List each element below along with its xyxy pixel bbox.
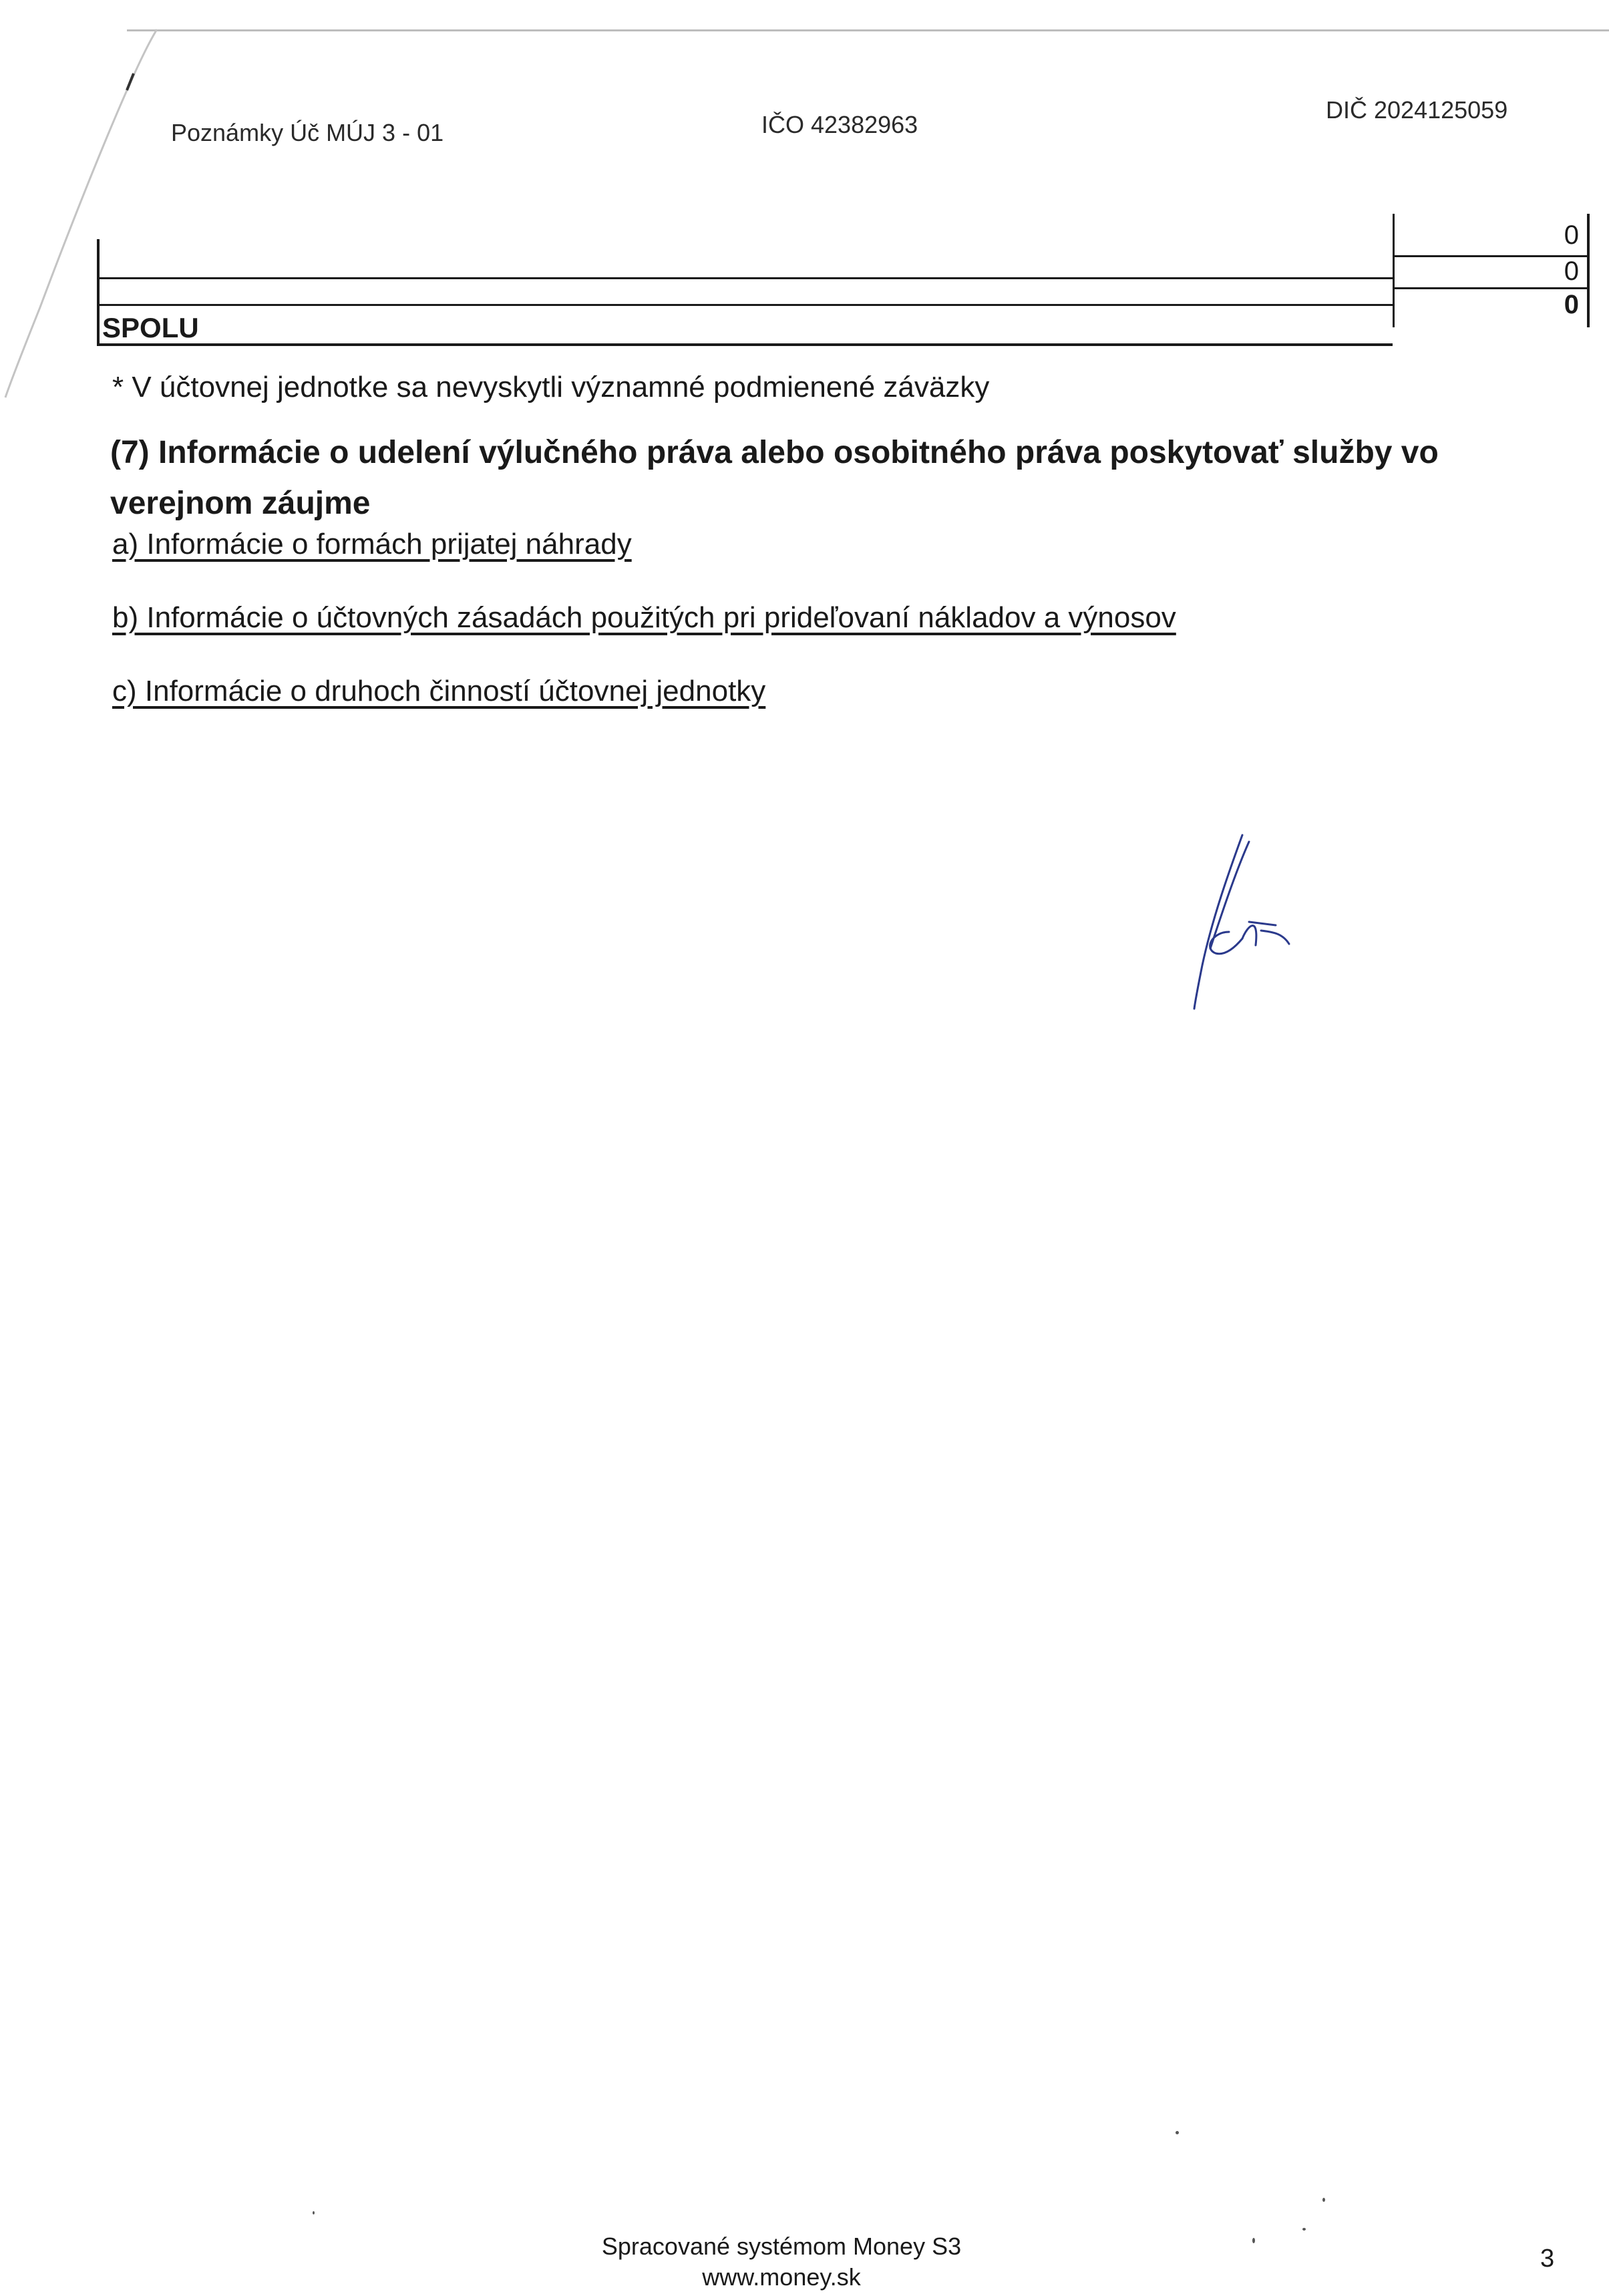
contingent-liabilities-note: * V účtovnej jednotke sa nevyskytli významné podmienené záväzky [112, 371, 990, 403]
scan-speck [1252, 2238, 1255, 2243]
section-item-b: b) Informácie o účtovných zásadách použitých pri prideľovaní nákladov a výnosov [112, 601, 1176, 634]
section-item-a: a) Informácie o formách prijatej náhrady [112, 528, 632, 560]
scan-speck [313, 2211, 315, 2215]
dic-number: DIČ 2024125059 [1326, 96, 1508, 124]
footer-website: www.money.sk [702, 2263, 861, 2291]
footer-software: Spracované systémom Money S3 [601, 2233, 962, 2260]
scan-page-edge [127, 29, 1609, 31]
handwritten-signature [1149, 832, 1322, 1012]
row-value: 0 [1564, 220, 1579, 250]
summary-table [97, 214, 1590, 347]
row-value: 0 [1564, 257, 1579, 286]
ico-number: IČO 42382963 [761, 111, 918, 138]
form-name: Poznámky Úč MÚJ 3 - 01 [171, 119, 444, 146]
section-item-c: c) Informácie o druhoch činností účtovnej jednotky [112, 675, 766, 707]
page-number: 3 [1540, 2245, 1555, 2273]
total-label: SPOLU [102, 312, 199, 343]
total-value: 0 [1564, 290, 1579, 319]
scan-speck [1322, 2198, 1325, 2202]
footer [601, 2231, 962, 2293]
scan-speck [1302, 2228, 1306, 2231]
scan-speck [1176, 2131, 1179, 2134]
section-7-heading: (7) Informácie o udelení výlučného práva alebo osobitného práva poskytovať služby vo verejnom záujme [110, 435, 1439, 521]
